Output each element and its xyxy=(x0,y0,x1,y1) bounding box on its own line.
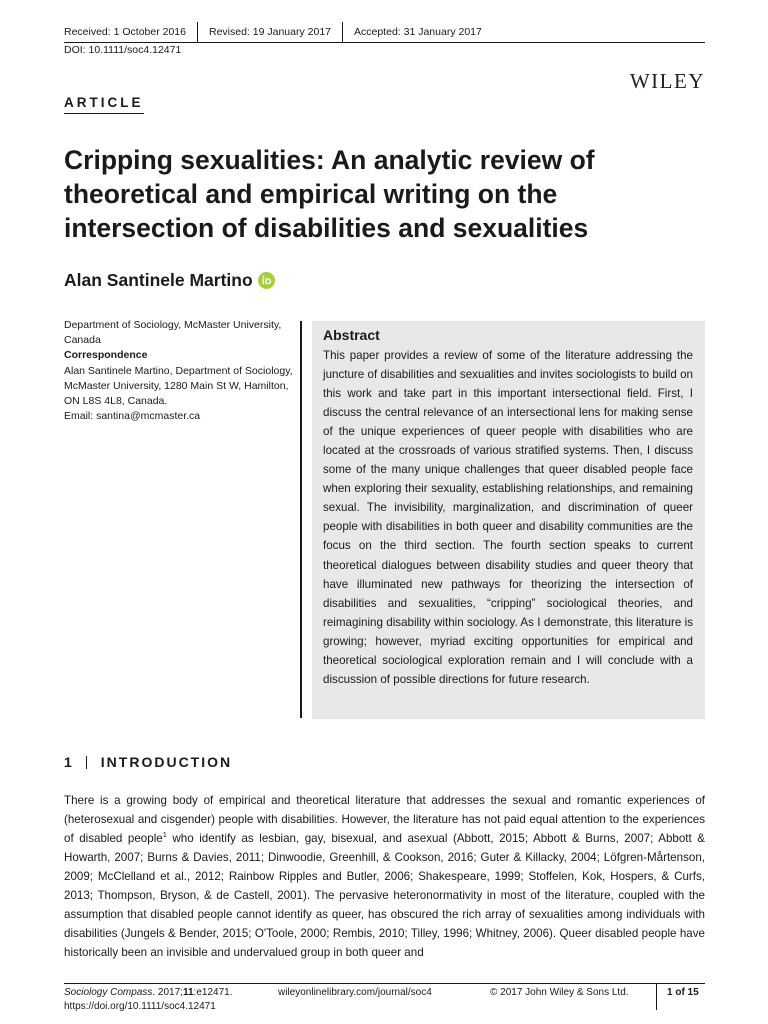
author-line xyxy=(64,270,275,291)
section-number: 1 xyxy=(64,754,72,770)
article-type-label: ARTICLE xyxy=(64,95,144,114)
citation-year: . 2017; xyxy=(152,987,183,998)
footer-divider xyxy=(656,984,657,1010)
department: Department of Sociology, McMaster University, Canada xyxy=(64,319,282,347)
author-name[interactable]: Alan Santinele Martino xyxy=(64,270,253,290)
author-affiliation xyxy=(64,318,294,424)
doi[interactable]: DOI: 10.1111/soc4.12471 xyxy=(64,44,182,56)
abstract-text: This paper provides a review of some of the literature addressing the juncture of disabilities and sexualities and invites sociologists to build on this work and take part in this important intersectional field. First, I discuss the central relevance of an intersectional lens for making sense of the unique experiences of queer people with disabilities who are located at the crossroads of various stratified systems. Then, I discuss some of the many unique challenges that queer disabled people face when exploring their sexuality, establishing relationships, and remaining sexual. The invisibility, marginalization, and discrimination of queer people with disabilities in both queer and disability communities are the focus on the third section. The fourth section speaks to current theoretical dialogues between disability studies and queer theory that have illuminated new pathways for theorizing the intersection of disabilities and sexualities, “cripping” sociological theories, and reimagining disability within sociology. As I demonstrate, this literature is growing; however, myriad exciting opportunities for empirical and theoretical sociological exploration remain and I will conclude with a discussion of possible directions for future research. xyxy=(323,349,693,686)
correspondence-address: Alan Santinele Martino, Department of Sociology, McMaster University, 1280 Main St W, Hamilton, ON L8S 4L8, Canada. xyxy=(64,364,293,408)
correspondence-email[interactable]: Email: santina@mcmaster.ca xyxy=(64,410,201,423)
article-title: Cripping sexualities: An analytic review of theoretical and empirical writing on the intersection of disabilities and sexualities xyxy=(64,145,595,243)
section-title: INTRODUCTION xyxy=(100,754,233,770)
column-divider xyxy=(300,321,302,718)
publication-history xyxy=(64,21,705,43)
intro-paragraph xyxy=(64,791,705,962)
revised-date: Revised: 19 January 2017 xyxy=(209,26,331,38)
abstract-box xyxy=(312,321,705,719)
intro-text-part2: who identify as lesbian, gay, bisexual, and asexual (Abbott, 2015; Abbott & Burns, 2007; Abbott & Howarth, 2007; Burns & Davies, 2011; Dinwoodie, Greenhill, & Cookson, 2016; Guter & Killacky, 2004; Löfgren-Mårtenson, 2009; McClelland et al., 2012; Rainbow Ripples and Butler, 2006; Shakespeare, 1999; Stoffelen, Kok, Hospers, & Curfs, 2013; Thompson, Bryson, & de Castell, 2001). The pervasive heteronormativity in most of the literature, coupled with the assumption that disabled people cannot identify as queer, has obscured the rich array of sexualities among individuals with disabilities (Jungels & Bender, 2015; O'Toole, 2000; Rembis, 2010; Tilley, 1996; Whitney, 2006). Queer disabled people have historically been an invisible and undervalued group in both queer and xyxy=(64,832,705,960)
journal-site-link[interactable]: wileyonlinelibrary.com/journal/soc4 xyxy=(278,987,432,998)
copyright: © 2017 John Wiley & Sons Ltd. xyxy=(490,987,629,998)
orcid-icon[interactable] xyxy=(258,272,275,289)
header-rule xyxy=(64,42,705,43)
footer-rule xyxy=(64,983,705,984)
footer-citation xyxy=(64,986,232,1014)
section-divider xyxy=(86,756,87,769)
abstract-heading: Abstract xyxy=(323,327,380,343)
publisher-logo: WILEY xyxy=(629,69,705,93)
citation-article: :e12471. xyxy=(193,987,233,998)
correspondence-heading: Correspondence xyxy=(64,349,148,362)
citation-volume: 11 xyxy=(182,987,194,998)
footnote-marker[interactable]: 1 xyxy=(162,830,167,840)
footer-doi-link[interactable]: https://doi.org/10.1111/soc4.12471 xyxy=(64,1001,216,1012)
accepted-date: Accepted: 31 January 2017 xyxy=(354,26,482,38)
page-number: 1 of 15 xyxy=(667,987,699,998)
section-heading xyxy=(64,754,232,770)
journal-name: Sociology Compass xyxy=(64,987,153,998)
intro-text-part1: There is a growing body of empirical and theoretical literature that addresses the sexual and romantic experiences of (heterosexual and cisgender) people with disabilities. However, the literature has not paid equal attention to the experiences of disabled people xyxy=(64,794,705,846)
received-date: Received: 1 October 2016 xyxy=(64,26,186,38)
